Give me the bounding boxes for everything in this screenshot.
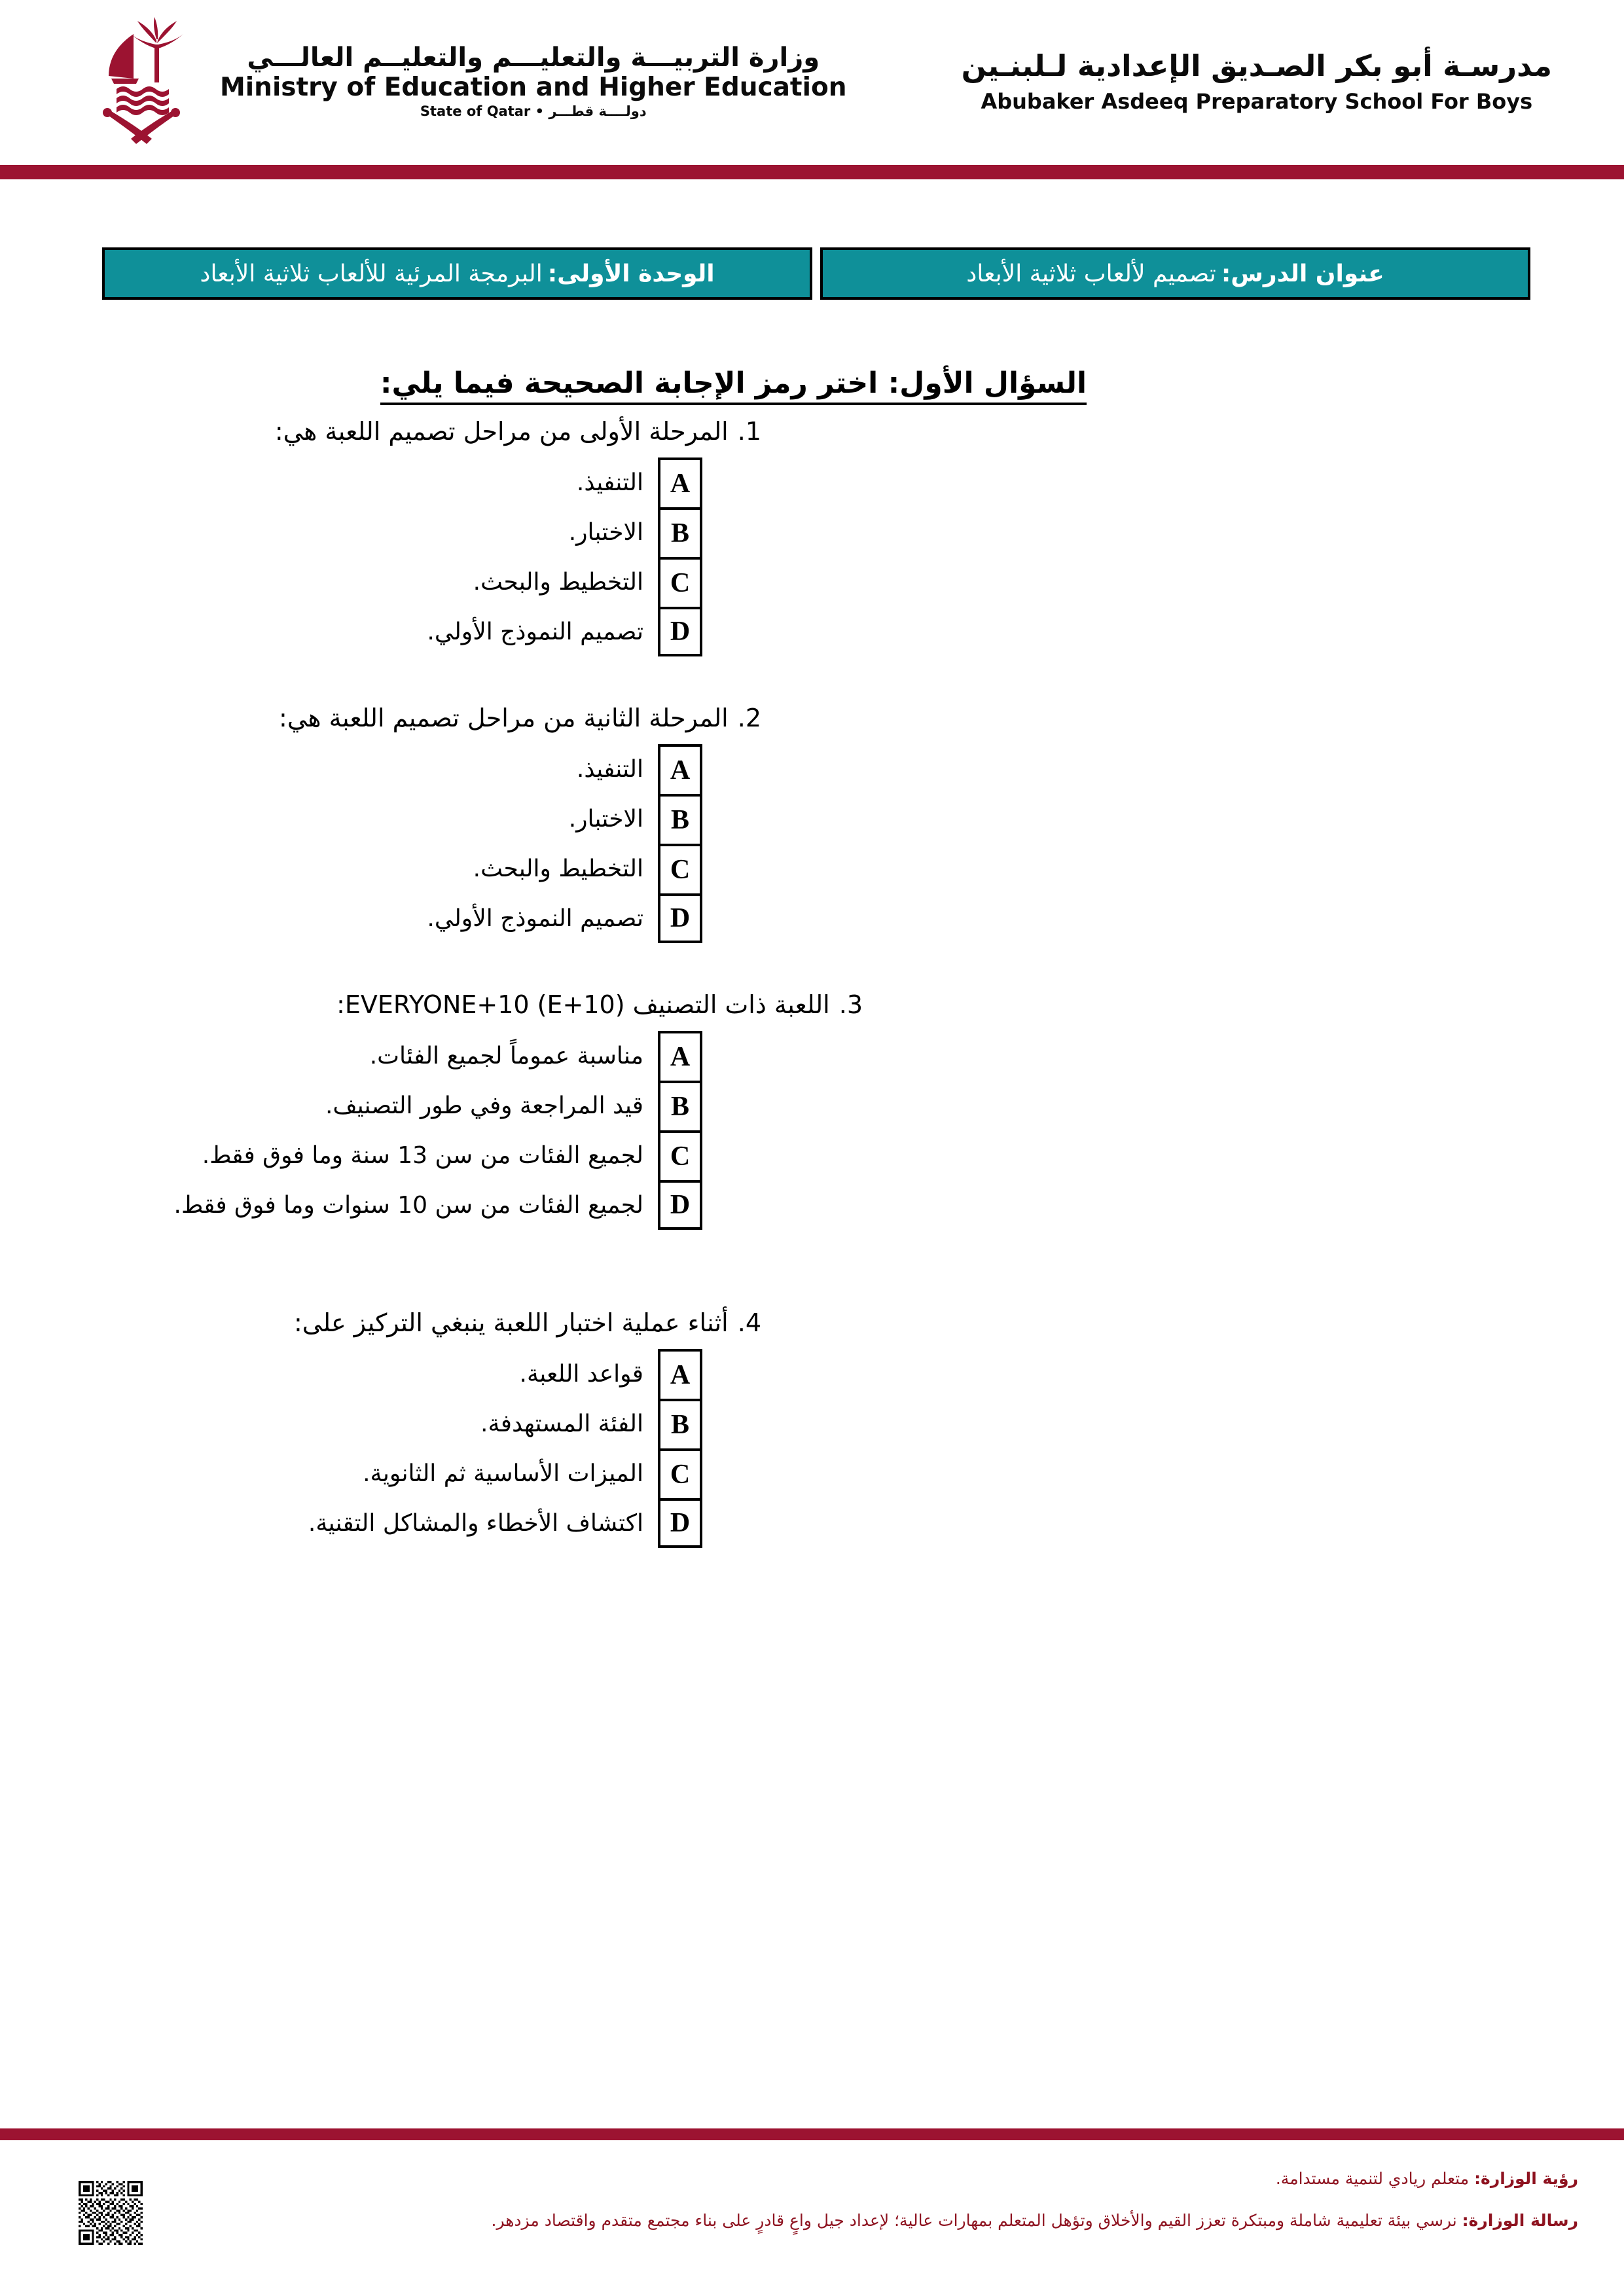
option-text: لجميع الفئات من سن 13 سنة وما فوق فقط. [202,1141,643,1169]
option-letter-box[interactable]: C [658,844,702,893]
option-text: قيد المراجعة وفي طور التصنيف. [325,1092,643,1119]
vision-label: رؤية الوزارة: [1474,2169,1578,2188]
ministry-mission-line [157,2208,1578,2233]
footer-divider-rule [0,2128,1624,2140]
option-row[interactable] [94,457,1530,507]
option-text: التنفيذ. [576,755,643,783]
question-block [94,1308,1530,1548]
ministry-text-block [220,42,847,119]
option-letter-box[interactable]: D [658,1498,702,1548]
option-text: اكتشاف الأخطاء والمشاكل التقنية. [308,1509,643,1537]
option-row[interactable] [94,1180,1530,1230]
option-letter-box[interactable]: C [658,1448,702,1498]
qatar-emblem-icon [79,16,203,147]
question-block [94,990,1530,1230]
option-letter-box[interactable]: D [658,607,702,656]
option-row[interactable] [94,507,1530,557]
option-row[interactable] [94,1081,1530,1130]
option-text: تصميم النموذج الأولي. [427,618,643,645]
lesson-value: تصميم لألعاب ثلاثية الأبعاد [966,260,1216,287]
option-text: الميزات الأساسية ثم الثانوية. [363,1460,643,1487]
option-row[interactable] [94,794,1530,844]
option-text: الاختبار. [568,518,643,546]
option-row[interactable] [94,744,1530,794]
option-text: التخطيط والبحث. [473,568,643,596]
options-list [94,1349,1530,1548]
ministry-branding [79,16,847,147]
option-row[interactable] [94,1349,1530,1399]
school-name-english: Abubaker Asdeeq Preparatory School For Boys [981,88,1533,114]
option-text: الفئة المستهدفة. [480,1410,643,1437]
question-number: 4. [737,1308,761,1337]
option-letter-box[interactable]: C [658,1130,702,1180]
option-text: قواعد اللعبة. [519,1360,643,1388]
option-text: مناسبة عموماً لجميع الفئات. [369,1042,643,1069]
option-letter-box[interactable]: A [658,1349,702,1399]
question-text [94,704,1530,732]
question-spacer [94,950,1530,990]
option-row[interactable] [94,1130,1530,1180]
section-title [94,367,1530,400]
question-spacer [94,663,1530,704]
option-letter-box[interactable]: D [658,893,702,943]
question-number: 2. [737,704,761,732]
option-text: التخطيط والبحث. [473,855,643,882]
option-row[interactable] [94,1448,1530,1498]
question-spacer [94,1236,1530,1308]
option-row[interactable] [94,607,1530,656]
unit-value: البرمجة المرئية للألعاب ثلاثية الأبعاد [200,260,543,287]
option-row[interactable] [94,1399,1530,1448]
unit-title-banner [102,247,812,300]
mission-text: نرسي بيئة تعليمية شاملة ومبتكرة تعزز القيم والأخلاق وتؤهل المتعلم بمهارات عالية؛ لإعداد جيل واعٍ قادرٍ على بناء مجتمع متقدم واقتصاد مزدهر. [491,2210,1457,2230]
unit-lesson-banner-row [94,247,1530,300]
option-row[interactable] [94,1031,1530,1081]
mission-label: رسالة الوزارة: [1462,2210,1578,2230]
ministry-name-english: Ministry of Education and Higher Education [220,72,847,102]
question-number: 1. [737,417,761,446]
school-branding [961,48,1552,114]
option-letter-box[interactable]: D [658,1180,702,1230]
question-text [94,990,1530,1019]
option-letter-box[interactable]: C [658,557,702,607]
question-number: 3. [839,990,863,1019]
options-list [94,1031,1530,1230]
unit-label: الوحدة الأولى: [547,260,715,287]
option-letter-box[interactable]: B [658,507,702,557]
section-title-text: السؤال الأول: اختر رمز الإجابة الصحيحة فيما يلي: [380,367,1087,405]
option-text: التنفيذ. [576,469,643,496]
option-letter-box[interactable]: B [658,794,702,844]
qr-code-icon [79,2181,143,2245]
option-text: لجميع الفئات من سن 10 سنوات وما فوق فقط. [173,1191,643,1219]
page-footer [0,2160,1624,2296]
option-row[interactable] [94,1498,1530,1548]
ministry-state-label: دولــــة قطـــر • State of Qatar [420,103,647,119]
option-letter-box[interactable]: A [658,1031,702,1081]
vision-text: متعلم ريادي لتنمية مستدامة. [1275,2169,1470,2188]
header-divider-rule [0,165,1624,179]
option-row[interactable] [94,893,1530,943]
question-block [94,417,1530,656]
option-letter-box[interactable]: B [658,1081,702,1130]
question-statement: أثناء عملية اختبار اللعبة ينبغي التركيز على: [293,1308,729,1337]
options-list [94,457,1530,656]
page-header [0,0,1624,162]
question-statement: اللعبة ذات التصنيف EVERYONE+10 (E+10): [336,990,830,1019]
options-list [94,744,1530,943]
option-letter-box[interactable]: A [658,744,702,794]
lesson-label: عنوان الدرس: [1221,260,1384,287]
question-text [94,417,1530,446]
question-statement: المرحلة الأولى من مراحل تصميم اللعبة هي: [274,417,729,446]
option-text: تصميم النموذج الأولي. [427,905,643,932]
question-block [94,704,1530,943]
option-row[interactable] [94,557,1530,607]
ministry-vision-line [157,2166,1578,2191]
question-text [94,1308,1530,1337]
footer-text-block [157,2166,1578,2233]
option-row[interactable] [94,844,1530,893]
option-letter-box[interactable]: A [658,457,702,507]
question-statement: المرحلة الثانية من مراحل تصميم اللعبة هي: [279,704,729,732]
school-name-arabic: مدرسـة أبو بكر الصـديق الإعدادية لـلبنـين [961,48,1552,83]
ministry-name-arabic: وزارة التربيـــة والتعليـــم والتعليــم العالـــي [247,42,820,73]
lesson-title-banner [820,247,1530,300]
option-text: الاختبار. [568,805,643,833]
worksheet-body [94,367,1530,1554]
option-letter-box[interactable]: B [658,1399,702,1448]
